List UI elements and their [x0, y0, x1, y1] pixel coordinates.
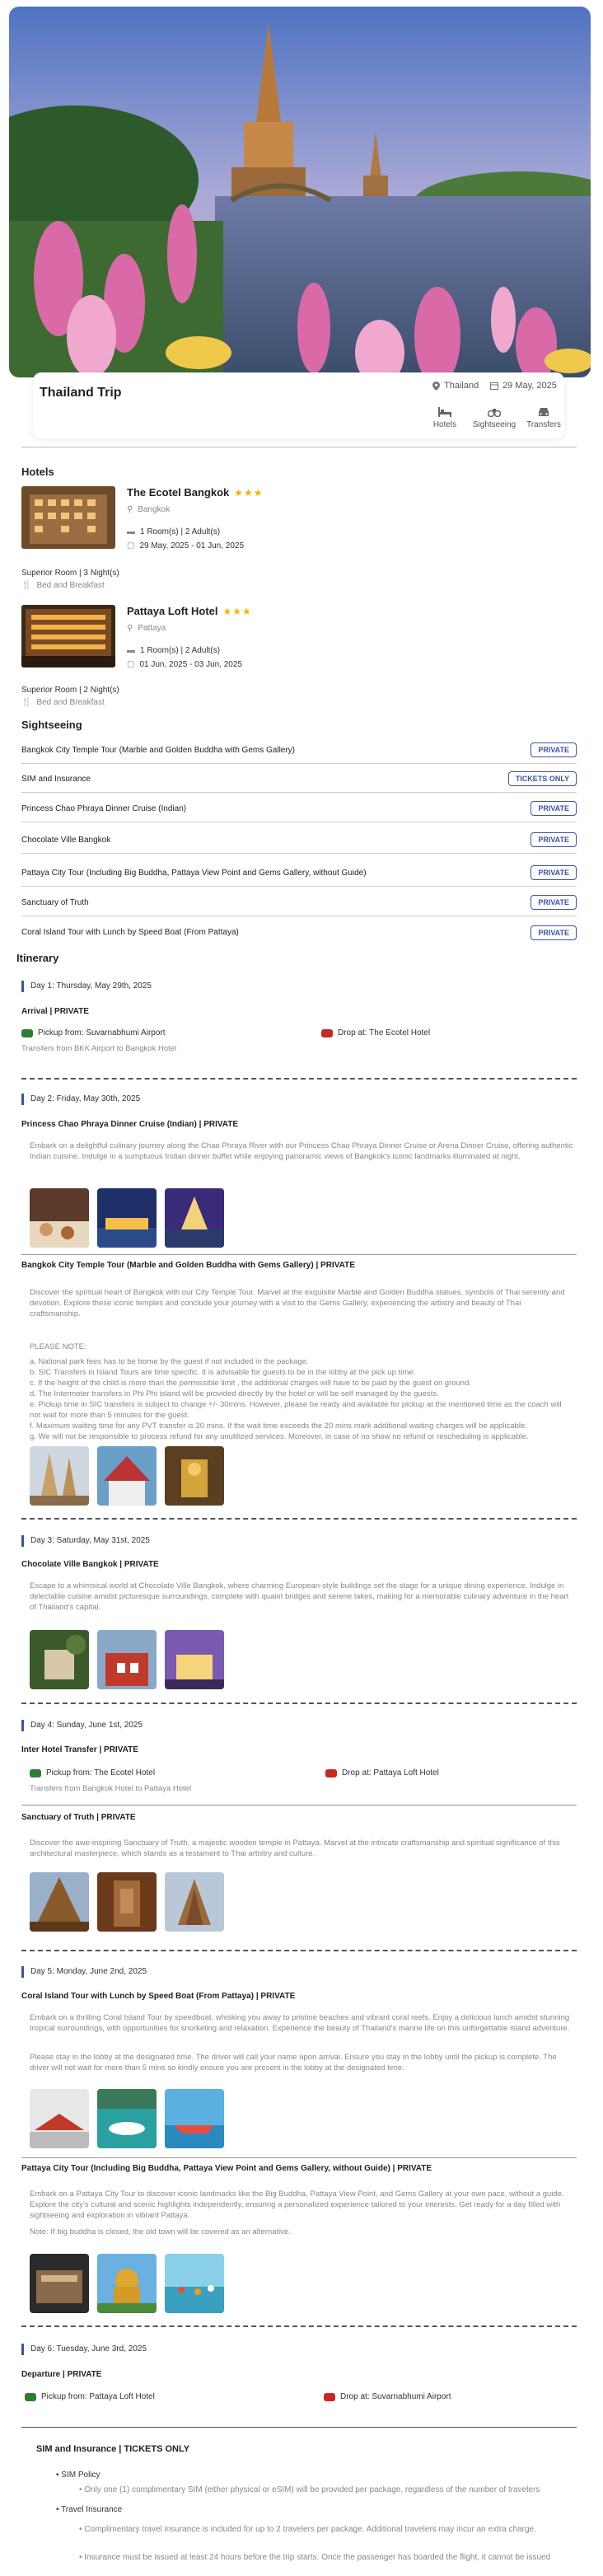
private-badge: PRIVATE [531, 742, 577, 757]
day-separator [21, 1703, 577, 1704]
activity-photo [165, 1872, 224, 1932]
activity-title: Pattaya City Tour (Including Big Buddha, Pattaya View Point and Gems Gallery, without Guide) | PRIVATE [21, 2164, 432, 2173]
activity-separator [21, 2157, 577, 2158]
activity-title: Bangkok City Temple Tour (Marble and Golden Buddha with Gems Gallery) | PRIVATE [21, 1261, 355, 1270]
calendar-icon: ▢ [127, 660, 135, 669]
car-icon [321, 1029, 333, 1037]
calendar-icon [490, 382, 498, 390]
activity-description: Embark on a thrilling Coral Island Tour by speedboat, whisking you away to pristine beaches and vibrant coral reefs. Enjoy a delicious lunch amidst stunning tropical surroundings, with opportunities for snorkeling and relaxation. Experience the beauty of Thailand's marine life on this unforgettable island adventure. [30, 2013, 570, 2033]
location-pin-icon [432, 382, 440, 391]
hotels-heading: Hotels [21, 466, 54, 478]
activity-title: Princess Chao Phraya Dinner Cruise (Indian) | PRIVATE [21, 1120, 239, 1129]
activity-photo [97, 1188, 157, 1248]
activity-photo [165, 1446, 224, 1506]
trip-title: Thailand Trip [40, 386, 122, 400]
car-icon [25, 2393, 36, 2401]
sightseeing-heading: Sightseeing [21, 719, 82, 731]
day-header: Day 3: Saturday, May 31st, 2025 [21, 1535, 150, 1547]
activity-notes: PLEASE NOTE: a. National park fees has to be borne by the guest if not included in the package. b. SIC Transfers in Island Tours are time specific. It is advisable for guests to be in the lobby at the pick up time. c. If the height of the child is more than the permissible limit , the additional charges will have to be paid by the guest on ground. d. The Intermoter transfers in Phi Phi island will be provided directly by the hotel or will be self managed by the guests. e. Pickup time in SIC transfers is subject to change +/- 30mins. However, please be ready and available for pickup at the mentioned time as the coach will not wait for more than 5 minutes for the guest. f. Maximum waiting time for any PVT transfer is 20 mins. If the wait time exceeds the 20 mins mark additional waiting charges will be applicable. g. We will not be responsible to process refund for any unutilized services. Moreover, in case of no show no refund or rescheduling is applicable. [30, 1342, 562, 1441]
pickup-location: Pickup from: Pattaya Loft Hotel [25, 2392, 155, 2401]
activity-separator [21, 1254, 577, 1255]
day-header: Day 1: Thursday, May 29th, 2025 [21, 981, 152, 992]
sightseeing-item: SIM and Insurance TICKETS ONLY [21, 766, 577, 793]
service-sightseeing: Sightseeing [470, 407, 519, 429]
private-badge: PRIVATE [531, 832, 577, 847]
car-icon [30, 1769, 41, 1777]
drop-location: Drop at: Pattaya Loft Hotel [325, 1768, 439, 1777]
activity-photo [97, 1446, 157, 1506]
location-pin-icon: ⚲ [127, 624, 133, 633]
activity-title: Departure | PRIVATE [21, 2370, 102, 2379]
car-icon [324, 2393, 335, 2401]
activity-description: Embark on a delightful culinary journey along the Chao Phraya River with our Princess Chao Phraya Dinner Cruise or Arena Dinner Cruise, offering authentic Indian cuisine. Indulge in a sumptuous Indian dinner buffet while enjoying panoramic views of Bangkok's iconic landmarks illuminated at night. [30, 1141, 573, 1161]
binoculars-icon [488, 407, 501, 417]
hotel-meal-plan: 🍴 Bed and Breakfast [21, 581, 105, 590]
hotel-image-pattaya-loft [21, 605, 115, 667]
drop-location: Drop at: The Ecotel Hotel [321, 1028, 430, 1037]
activity-photo [30, 1188, 89, 1248]
activity-description: Escape to a whimsical world at Chocolate Ville Bangkok, where charming European-style buildings set the stage for a unique dining experience. Indulge in delectable cuisine amidst picturesque surroundings, complete with quaint bridges and serene lakes, making for a memorable culinary adventure in the heart of Thailand's capital. [30, 1581, 569, 1612]
calendar-icon: ▢ [127, 541, 135, 550]
private-badge: PRIVATE [531, 865, 577, 880]
activity-description: Discover the awe-inspiring Sanctuary of Truth, a majestic wooden temple in Pattaya. Marvel at the intricate craftsmanship and spiritual significance of this architectural masterpiece, which stands as a testament to Thai artistry and culture. [30, 1838, 560, 1858]
activity-photo [165, 1630, 224, 1689]
sightseeing-item: Pattaya City Tour (Including Big Buddha, Pattaya View Point and Gems Gallery, without Guide) PRIVATE [21, 859, 577, 887]
activity-separator [21, 1805, 577, 1806]
transfer-note: Transfers from BKK Airport to Bangkok Hotel [21, 1044, 177, 1053]
day-separator [21, 1950, 577, 1951]
drop-location: Drop at: Suvarnabhumi Airport [324, 2392, 451, 2401]
hotel-pattaya-loft-info: Pattaya Loft Hotel ★★★ ⚲ Pattaya ▬ 1 Room(s) | 2 Adult(s) ▢ 01 Jun, 2025 - 03 Jun, 2025 [127, 605, 252, 669]
sightseeing-item: Chocolate Ville Bangkok PRIVATE [21, 827, 577, 854]
private-badge: PRIVATE [531, 801, 577, 816]
sightseeing-item: Bangkok City Temple Tour (Marble and Golden Buddha with Gems Gallery) PRIVATE [21, 737, 577, 764]
trip-summary-card [33, 372, 564, 438]
day-header: Day 5: Monday, June 2nd, 2025 [21, 1966, 147, 1978]
activity-description: Discover the spiritual heart of Bangkok with our City Temple Tour. Marvel at the exquisite Marble and Golden Buddha statues, symbols of Thai serenity and devotion. Explore these iconic temples and conclude your journey with a visit to the Gems Gallery, experiencing the artistry and beauty of Thai craftsmanship. [30, 1288, 565, 1318]
day-separator [21, 2325, 577, 2327]
service-transfers: Transfers [523, 407, 564, 429]
hotel-room-type: Superior Room | 3 Night(s) [21, 569, 119, 578]
itinerary-heading: Itinerary [16, 952, 59, 964]
divider [21, 2427, 577, 2428]
trip-country: Thailand [432, 381, 479, 391]
meal-icon: 🍴 [21, 698, 32, 707]
activity-title: Inter Hotel Transfer | PRIVATE [21, 1745, 138, 1754]
travel-insurance-heading: • Travel Insurance [56, 2505, 123, 2514]
day-header: Day 2: Friday, May 30th, 2025 [21, 1094, 140, 1105]
activity-title: Chocolate Ville Bangkok | PRIVATE [21, 1560, 159, 1569]
hero-image [9, 7, 591, 377]
tickets-only-badge: TICKETS ONLY [508, 771, 577, 786]
location-pin-icon: ⚲ [127, 505, 133, 514]
activity-photo [97, 1630, 157, 1689]
service-hotels: Hotels [424, 407, 465, 429]
meal-icon: 🍴 [21, 581, 32, 590]
bed-icon: ▬ [127, 646, 135, 655]
star-rating: ★★★ [222, 605, 252, 617]
activity-photo [97, 1872, 157, 1932]
sim-insurance-title: SIM and Insurance | TICKETS ONLY [36, 2444, 190, 2454]
transfer-note: Transfers from Bangkok Hotel to Pattaya Hotel [30, 1784, 192, 1793]
hotel-ecotel-info: The Ecotel Bangkok ★★★ ⚲ Bangkok ▬ 1 Room(s) | 2 Adult(s) ▢ 29 May, 2025 - 01 Jun, 2025 [127, 486, 264, 550]
activity-note: Note: If big buddha is closed, the old town will be covered as an alternative. [30, 2227, 291, 2236]
sightseeing-item: Sanctuary of Truth PRIVATE [21, 889, 577, 916]
car-icon [21, 1029, 33, 1037]
hotel-name: The Ecotel Bangkok [127, 486, 230, 499]
hotel-room-type: Superior Room | 2 Night(s) [21, 686, 119, 695]
activity-photo [30, 2089, 89, 2148]
sightseeing-item: Princess Chao Phraya Dinner Cruise (Indian) PRIVATE [21, 795, 577, 822]
pickup-location: Pickup from: The Ecotel Hotel [30, 1768, 155, 1777]
travel-insurance-text: • Insurance must be issued at least 24 hours before the trip starts. Once the passenger has boarded the flight, it cannot be issued [79, 2553, 551, 2562]
bed-icon: ▬ [127, 527, 135, 536]
hotel-meal-plan: 🍴 Bed and Breakfast [21, 698, 105, 707]
car-icon [325, 1769, 337, 1777]
car-icon [537, 407, 550, 417]
private-badge: PRIVATE [531, 925, 577, 940]
activity-photo [30, 1872, 89, 1932]
day-separator [21, 1518, 577, 1520]
pickup-location: Pickup from: Suvarnabhumi Airport [21, 1028, 166, 1037]
day-separator [21, 1078, 577, 1080]
sim-policy-heading: • SIM Policy [56, 2471, 100, 2480]
activity-photo [165, 1188, 224, 1248]
bed-icon [438, 407, 451, 417]
activity-title: Arrival | PRIVATE [21, 1007, 89, 1016]
hotel-name: Pattaya Loft Hotel [127, 605, 218, 617]
hotel-image-ecotel [21, 486, 115, 549]
activity-photo [30, 1630, 89, 1689]
activity-photo [165, 2254, 224, 2313]
activity-note: Please stay in the lobby at the designated time. The driver will call your name upon arrival. Ensure you stay in the lobby until the pickup is complete. The driver will not wait for more than 5 mins so kindly ensure you are present in the lobby at the designated time. [30, 2053, 557, 2073]
activity-photo [30, 2254, 89, 2313]
trip-date: 29 May, 2025 [490, 381, 557, 391]
activity-description: Embark on a Pattaya City Tour to discover iconic landmarks like the Big Buddha, Pattaya View Point, and Gems Gallery at your own pace, without a guide. Explore the city's cultural and scenic highlights independently, ensuring a personalized experience tailored to your interests. Get ready for a day filled with sightseeing and exploration in vibrant Pattaya. [30, 2190, 564, 2220]
activity-photo [97, 2254, 157, 2313]
private-badge: PRIVATE [531, 895, 577, 910]
star-rating: ★★★ [234, 486, 264, 499]
activity-photo [97, 2089, 157, 2148]
sim-policy-text: • Only one (1) complimentary SIM (either physical or eSIM) will be provided per package, regardless of the number of travelers [79, 2485, 540, 2494]
activity-photo [30, 1446, 89, 1506]
sightseeing-item: Coral Island Tour with Lunch by Speed Boat (From Pattaya) PRIVATE [21, 919, 577, 946]
activity-title: Sanctuary of Truth | PRIVATE [21, 1813, 136, 1822]
day-header: Day 4: Sunday, June 1st, 2025 [21, 1720, 143, 1731]
activity-title: Coral Island Tour with Lunch by Speed Boat (From Pattaya) | PRIVATE [21, 1992, 296, 2001]
activity-photo [165, 2089, 224, 2148]
travel-insurance-text: • Complimentary travel insurance is included for up to 2 travelers per package. Additional travelers may incur an extra charge. [79, 2525, 536, 2534]
day-header: Day 6: Tuesday, June 3rd, 2025 [21, 2344, 147, 2355]
